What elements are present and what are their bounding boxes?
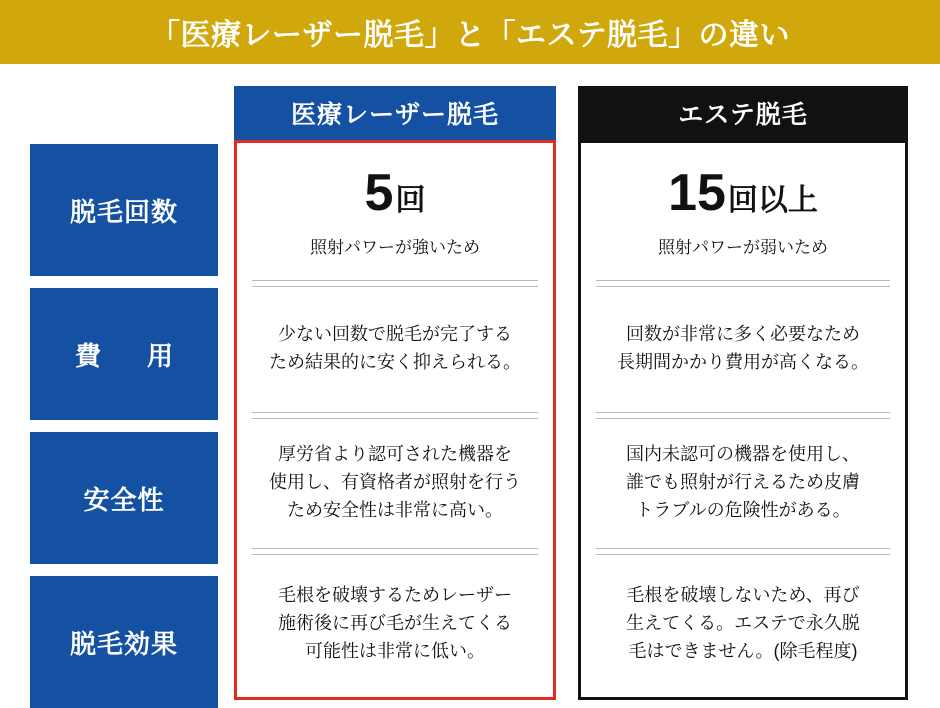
medical-cost-text: [269, 321, 521, 377]
cell-este-safety: [584, 418, 902, 548]
medical-count-unit: 回: [395, 184, 426, 218]
medical-count-number: 5: [364, 164, 394, 223]
este-effect-text: [626, 582, 860, 666]
cell-medical-cost: [240, 286, 550, 412]
medical-count-value: [365, 166, 426, 221]
column-header-medical: 医療レーザー脱毛: [234, 86, 556, 140]
este-count-unit: 回以上: [727, 184, 818, 218]
medical-effect-text: [278, 582, 512, 666]
text-line: 毛根を破壊するためレーザー: [278, 585, 512, 606]
cell-este-effect: [584, 554, 902, 694]
text-line: 少ない回数で脱毛が完了する: [278, 324, 512, 345]
este-cost-text: [617, 321, 869, 377]
cell-medical-safety: [240, 418, 550, 548]
medical-safety-text: [269, 441, 521, 525]
row-label-anzensei: 安全性: [30, 432, 218, 564]
comparison-table: [0, 64, 940, 708]
cell-este-cost: [584, 286, 902, 412]
text-line: 生えてくる。エステで永久脱: [626, 613, 860, 634]
text-line: 使用し、有資格者が照射を行う: [269, 472, 521, 493]
row-separator: [596, 280, 890, 281]
row-label-datsumo-kouka: 脱毛効果: [30, 576, 218, 708]
text-line: 毛根を破壊しないため、再び: [626, 585, 860, 606]
header-banner: [0, 0, 940, 64]
medical-count-note: 照射パワーが強いため: [310, 237, 480, 257]
row-separator: [596, 412, 890, 413]
este-safety-text: [626, 441, 860, 525]
este-count-number: 15: [668, 164, 726, 223]
text-line: 回数が非常に多く必要なため: [626, 324, 860, 345]
row-separator: [252, 280, 538, 281]
page-title: 「医療レーザー脱毛」と「エステ脱毛」の違い: [150, 19, 790, 52]
row-separator: [252, 412, 538, 413]
cell-medical-count: [240, 144, 550, 280]
text-line: 誰でも照射が行えるため皮膚: [626, 472, 860, 493]
text-line: 厚労省より認可された機器を: [278, 444, 512, 465]
cell-este-count: [584, 144, 902, 280]
text-line: 可能性は非常に低い。: [305, 640, 485, 661]
row-label-datsumo-kaisuu: 脱毛回数: [30, 144, 218, 276]
text-line: 施術後に再び毛が生えてくる: [278, 613, 512, 634]
row-separator: [252, 548, 538, 549]
text-line: 長期間かかり費用が高くなる。: [617, 352, 869, 372]
text-line: ため結果的に安く抑えられる。: [269, 352, 521, 372]
text-line: 毛はできません。(除毛程度): [628, 640, 858, 661]
este-count-note: 照射パワーが弱いため: [658, 237, 828, 257]
row-separator: [596, 548, 890, 549]
este-count-value: [668, 166, 818, 221]
text-line: ため安全性は非常に高い。: [287, 499, 503, 520]
column-header-este: エステ脱毛: [578, 86, 908, 140]
cell-medical-effect: [240, 554, 550, 694]
row-label-hiyou: 費 用: [30, 288, 218, 420]
text-line: 国内未認可の機器を使用し、: [626, 444, 860, 465]
text-line: トラブルの危険性がある。: [635, 499, 851, 520]
